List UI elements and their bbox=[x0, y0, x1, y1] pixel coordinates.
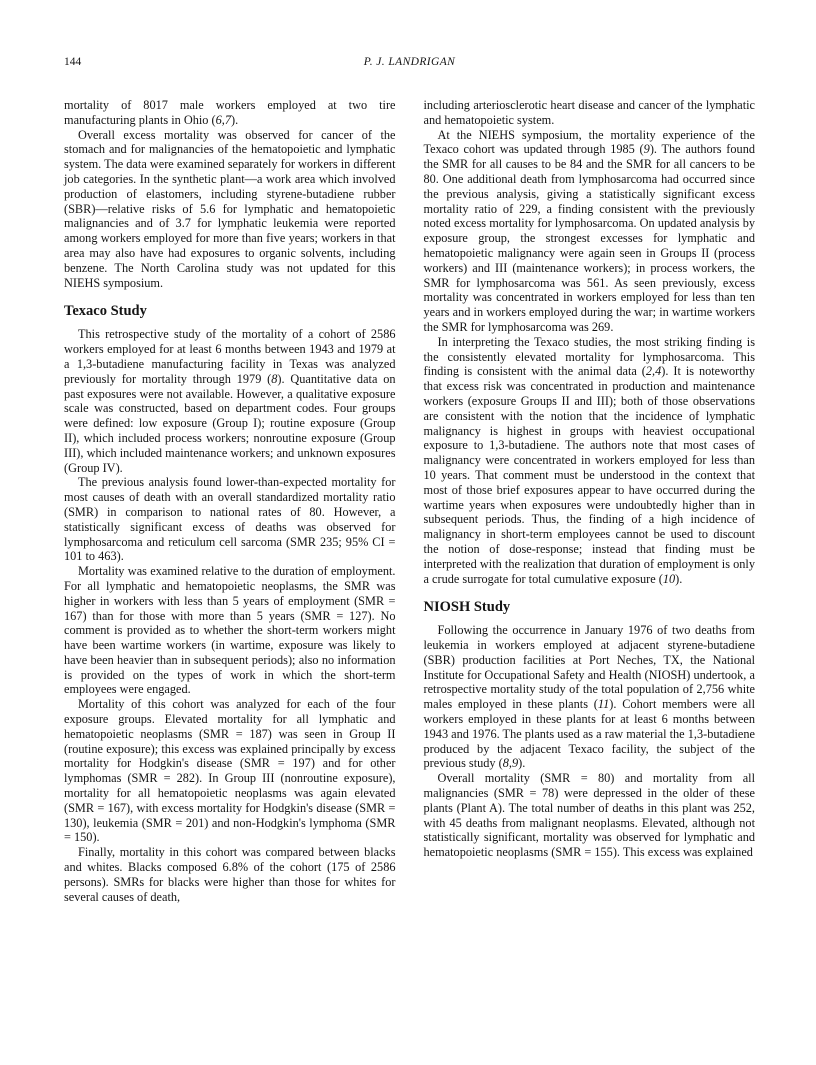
paragraph: Overall excess mortality was observed for cancer of the stomach and for malignancies of the hematopoietic and lymphatic system. The data were examined separately for workers in different job categories. In the synthetic plant—a work area which involved production of elastomers, including styrene-butadiene rubber (SBR)—relative risks of 5.6 for lymphatic and hematopoietic malignancies and of 3.7 for lymphatic leukemia were reported among workers employed for more than five years; workers in that area may also have had exposures to organic solvents, including benzene. The North Carolina study was not updated for this NIEHS symposium. bbox=[64, 127, 396, 290]
paragraph: Finally, mortality in this cohort was compared between blacks and whites. Blacks composed 6.8% of the cohort (175 of 2586 persons). SMRs for blacks were higher than those for whites for several causes of death, bbox=[64, 845, 396, 904]
paragraph: In interpreting the Texaco studies, the most striking finding is the consistently elevated mortality for lymphosarcoma. This finding is consistent with the animal data (2,4). It is noteworthy that excess risk was concentrated in production and maintenance workers (exposure Groups II and III); both of those observations are consistent with the notion that the incidence of lymphatic malignancy is highest in groups with heaviest occupational exposure to 1,3-butadiene. The authors note that most cases of malignancy were concentrated in workers employed for less than 10 years. That comment must be understood in the context that most of those brief exposures appear to have occurred during the wartime years when exposures were undoubtedly higher than in subsequent periods. Thus, the finding of a high incidence of malignancy in short-term employees cannot be used to discount the notion of dose-response; instead that finding must be interpreted with the realization that duration of employment is only a crude surrogate for total cumulative exposure (10). bbox=[423, 334, 755, 586]
paragraph: mortality of 8017 male workers employed at two tire manufacturing plants in Ohio (6,7). bbox=[64, 98, 396, 127]
running-head-author: P. J. LANDRIGAN bbox=[363, 56, 456, 68]
paragraph: Overall mortality (SMR = 80) and mortality from all malignancies (SMR = 78) were depressed in the older of these plants (Plant A). The total number of deaths in this plant was 252, with 45 deaths from malignant neoplasms. Elevated, although not statistically significant, mortality was observed for lymphatic and hematopoietic neoplasms (SMR = 155). This excess was explained bbox=[423, 771, 755, 860]
paragraph: Mortality was examined relative to the duration of employment. For all lymphatic and hematopoietic neoplasms, the SMR was higher in workers with less than 5 years of employment (SMR = 167) than for those with more than 5 years (SMR = 127). No comment is provided as to whether the short-term workers might have been wartime workers (in wartime, exposure was likely to have been heavier than in subsequent periods); also no information is provided on the types of work in which the short-term employees were engaged. bbox=[64, 564, 396, 697]
section-heading: Texaco Study bbox=[64, 303, 147, 320]
page-number: 144 bbox=[64, 56, 82, 68]
running-header bbox=[64, 56, 755, 72]
page-body bbox=[64, 56, 755, 904]
right-column bbox=[424, 98, 756, 904]
left-column bbox=[64, 98, 396, 904]
two-column-text bbox=[64, 98, 755, 904]
section-heading: NIOSH Study bbox=[423, 599, 511, 616]
paragraph: including arteriosclerotic heart disease and cancer of the lymphatic and hematopoietic system. bbox=[423, 98, 755, 127]
paragraph: At the NIEHS symposium, the mortality experience of the Texaco cohort was updated through 1985 (9). The authors found the SMR for all causes to be 84 and the SMR for all cancers to be 80. One additional death from lymphosarcoma had occurred since the previous analysis, giving a statistically significant excess mortality ratio of 229, a finding consistent with the previously noted excess mortality for lymphosarcoma. On updated analysis by exposure group, the strongest excesses for lymphatic and hematopoietic malignancy were again seen in Groups II (process workers) and III (maintenance workers); in process workers, the SMR for lymphosarcoma was 561. As seen previously, excess mortality was concentrated in workers employed for less than ten years and in workers employed during the war; in wartime workers the SMR for lymphosarcoma was 269. bbox=[423, 127, 755, 334]
paragraph: Mortality of this cohort was analyzed for each of the four exposure groups. Elevated mortality for all lymphatic and hematopoietic neoplasms (SMR = 187) was seen in Group II (routine exposure); this excess was explained principally by excess mortality for Hodgkin's disease (SMR = 197) and for other lymphomas (SMR = 282). In Group III (nonroutine exposure), mortality for all hematopoietic neoplasms was again elevated (SMR = 167), with excess mortality for Hodgkin's disease (SMR = 130), leukemia (SMR = 201) and non-Hodgkin's lymphoma (SMR = 150). bbox=[64, 697, 396, 845]
paragraph: This retrospective study of the mortality of a cohort of 2586 workers employed for at least 6 months between 1943 and 1979 at a 1,3-butadiene manufacturing facility in Texas was analyzed previously for mortality through 1979 (8). Quantitative data on past exposures were not available. However, a qualitative exposure scale was constructed, based on department codes. Four groups were defined: low exposure (Group I); routine exposure (Group II), which included process workers; nonroutine exposure (Group III), which included maintenance workers; and unknown exposures (Group IV). bbox=[64, 327, 396, 475]
paragraph: The previous analysis found lower-than-expected mortality for most causes of death with an overall standardized mortality ratio (SMR) in comparison to national rates of 80. However, a statistically significant excess of deaths was observed for lymphosarcoma and reticulum cell sarcoma (SMR 235; 95% CI = 101 to 463). bbox=[64, 475, 396, 564]
paragraph: Following the occurrence in January 1976 of two deaths from leukemia in workers employed at adjacent styrene-butadiene (SBR) production facilities at Port Neches, TX, the National Institute for Occupational Safety and Health (NIOSH) undertook, a retrospective mortality study of the total population of 2,756 white males employed in these plants (11). Cohort members were all workers employed in these plants for at least 6 months between 1943 and 1976. The plants used as a raw material the 1,3-butadiene produced by the adjacent Texaco facility, the subject of the previous study (8,9). bbox=[423, 623, 755, 771]
